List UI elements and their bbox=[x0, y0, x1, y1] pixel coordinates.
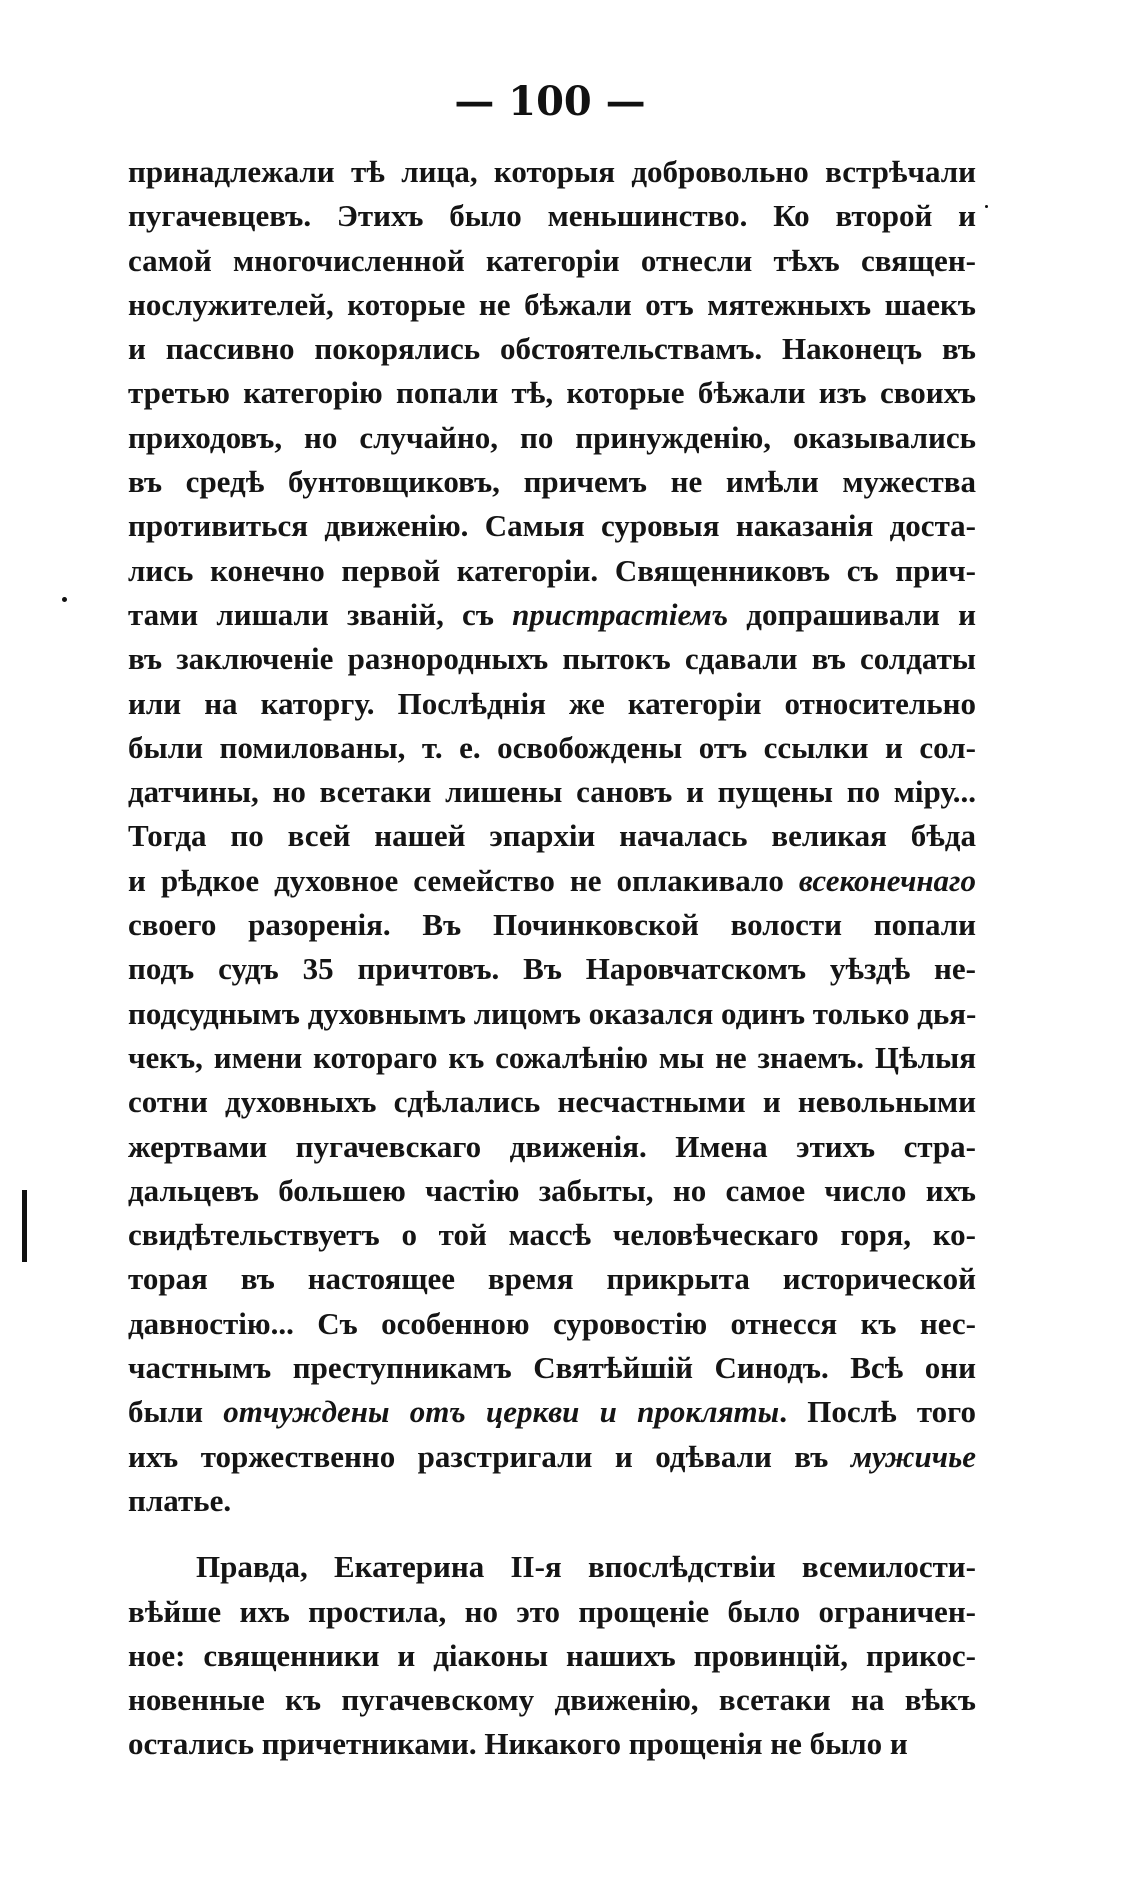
text-segment: частнымъ преступникамъ Святѣйшій Синодъ. Всѣ они bbox=[128, 1350, 976, 1386]
text-segment: противиться движенію. Самыя суровыя наказанія доста- bbox=[128, 508, 976, 544]
text-segment: подъ судъ 35 причтовъ. Въ Наровчатскомъ уѣздѣ не- bbox=[128, 951, 976, 987]
text-line bbox=[128, 682, 976, 726]
text-segment: допрашивали и bbox=[728, 596, 976, 632]
text-line bbox=[128, 726, 976, 770]
text-segment: ное: священники и діаконы нашихъ провинцій, прикос- bbox=[128, 1637, 976, 1673]
text-line bbox=[128, 1479, 976, 1523]
text-line bbox=[128, 903, 976, 947]
text-line bbox=[128, 1346, 976, 1390]
text-segment: принадлежали тѣ лица, которыя добровольно встрѣчали bbox=[128, 154, 976, 189]
italic-emphasis: пристрастіемъ bbox=[512, 596, 729, 632]
text-line bbox=[128, 637, 976, 681]
text-segment: своего разоренія. Въ Починковской волости попали bbox=[128, 907, 976, 943]
text-segment: жертвами пугачевскаго движенія. Имена этихъ стра- bbox=[128, 1128, 976, 1164]
paragraph-gap bbox=[128, 1523, 976, 1545]
paragraph-2 bbox=[128, 1545, 976, 1766]
text-segment: Тогда по всей нашей эпархіи началась великая бѣда bbox=[128, 818, 976, 854]
text-line bbox=[128, 1634, 976, 1678]
text-line bbox=[128, 549, 976, 593]
text-segment: самой многочисленной категоріи отнесли тѣхъ священ- bbox=[128, 242, 976, 278]
text-segment: были помилованы, т. е. освобождены отъ ссылки и сол- bbox=[128, 729, 976, 765]
text-segment: датчины, но всетаки лишены сановъ и пущены по міру... bbox=[128, 774, 976, 810]
text-segment: третью категорію попали тѣ, которые бѣжали изъ своихъ bbox=[128, 375, 976, 411]
text-segment: были bbox=[128, 1394, 224, 1430]
text-segment: новенные къ пугачевскому движенію, всетаки на вѣкъ bbox=[128, 1682, 976, 1718]
margin-dot-mark bbox=[62, 597, 67, 602]
text-line bbox=[128, 947, 976, 991]
text-segment: . Послѣ того bbox=[779, 1394, 976, 1430]
margin-dot-mark-right bbox=[985, 205, 988, 208]
paragraph-1 bbox=[128, 150, 976, 1523]
text-segment: чекъ, имени котораго къ сожалѣнію мы не знаемъ. Цѣлыя bbox=[128, 1039, 976, 1075]
text-segment: и рѣдкое духовное семейство не оплакивало bbox=[128, 862, 799, 898]
text-line bbox=[128, 1213, 976, 1257]
text-line bbox=[128, 1590, 976, 1634]
text-segment: остались причетниками. Никакого прощенія не было и bbox=[128, 1726, 908, 1762]
text-line bbox=[128, 992, 976, 1036]
text-segment: платье. bbox=[128, 1482, 232, 1518]
page-number: — 100 — bbox=[454, 78, 646, 125]
text-segment: въ средѣ бунтовщиковъ, причемъ не имѣли мужества bbox=[128, 464, 976, 500]
text-segment: пугачевцевъ. Этихъ было меньшинство. Ко второй и bbox=[128, 198, 976, 234]
text-segment: и пассивно покорялись обстоятельствамъ. Наконецъ въ bbox=[128, 331, 976, 367]
text-line bbox=[128, 770, 976, 814]
text-line bbox=[128, 239, 976, 283]
text-line bbox=[128, 1390, 976, 1434]
text-line bbox=[128, 1722, 976, 1766]
text-line bbox=[128, 150, 976, 194]
text-segment: или на каторгу. Послѣднія же категоріи относительно bbox=[128, 685, 976, 721]
text-line bbox=[128, 1125, 976, 1169]
text-line bbox=[128, 194, 976, 238]
text-segment: торая въ настоящее время прикрыта исторической bbox=[128, 1261, 976, 1297]
text-line bbox=[128, 283, 976, 327]
text-segment: свидѣтельствуетъ о той массѣ человѣческаго горя, ко- bbox=[128, 1217, 976, 1253]
text-segment: ихъ торжественно разстригали и одѣвали въ bbox=[128, 1438, 851, 1474]
body-text bbox=[128, 150, 976, 1767]
text-line bbox=[128, 859, 976, 903]
text-segment: лись конечно первой категоріи. Священниковъ съ прич- bbox=[128, 552, 976, 588]
italic-emphasis: всеконечнаго bbox=[798, 862, 976, 898]
text-segment: Правда, Екатерина II-я впослѣдствіи всемилости- bbox=[196, 1549, 976, 1585]
text-line bbox=[128, 1080, 976, 1124]
text-segment: давностію... Съ особенною суровостію отнесся къ нес- bbox=[128, 1305, 976, 1341]
text-segment: сотни духовныхъ сдѣлались несчастными и невольными bbox=[128, 1084, 976, 1120]
text-line bbox=[128, 1545, 976, 1589]
text-segment: приходовъ, но случайно, по принужденію, оказывались bbox=[128, 419, 976, 455]
margin-bar-mark bbox=[22, 1190, 27, 1262]
text-line bbox=[128, 504, 976, 548]
text-line bbox=[128, 1036, 976, 1080]
text-line bbox=[128, 814, 976, 858]
italic-emphasis: мужичье bbox=[850, 1438, 976, 1474]
text-line bbox=[128, 327, 976, 371]
text-line bbox=[128, 416, 976, 460]
text-line bbox=[128, 1678, 976, 1722]
text-segment: дальцевъ большею частію забыты, но самое число ихъ bbox=[128, 1172, 976, 1208]
text-line bbox=[128, 1257, 976, 1301]
text-line bbox=[128, 460, 976, 504]
text-line bbox=[128, 593, 976, 637]
text-line bbox=[128, 1169, 976, 1213]
text-segment: вѣйше ихъ простила, но это прощеніе было ограничен- bbox=[128, 1593, 976, 1629]
text-segment: тами лишали званій, съ bbox=[128, 596, 513, 632]
italic-emphasis: отчуждены отъ церкви и прокляты bbox=[223, 1394, 780, 1430]
text-segment: въ заключеніе разнородныхъ пытокъ сдавали въ солдаты bbox=[128, 641, 976, 677]
text-line bbox=[128, 1302, 976, 1346]
text-line bbox=[128, 371, 976, 415]
text-segment: подсуднымъ духовнымъ лицомъ оказался одинъ только дья- bbox=[128, 995, 977, 1031]
text-segment: нослужителей, которые не бѣжали отъ мятежныхъ шаекъ bbox=[128, 286, 976, 322]
text-line bbox=[128, 1435, 976, 1479]
